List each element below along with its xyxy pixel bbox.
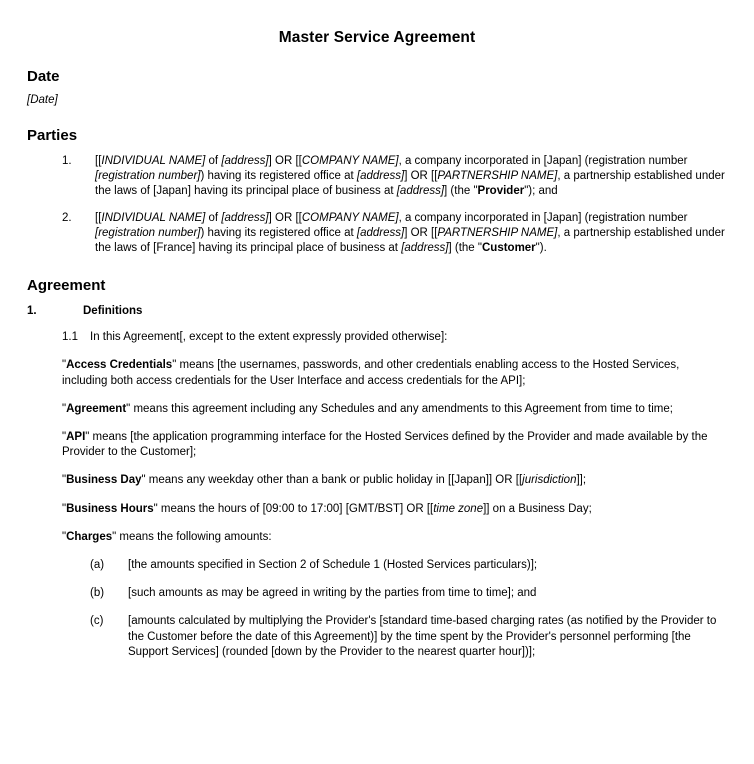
definitions-intro-number: 1.1: [62, 331, 78, 344]
definitions-block: [27, 330, 727, 660]
party-number: 1.: [62, 155, 72, 167]
definitions-intro: [62, 330, 727, 345]
definitions-intro-text: In this Agreement[, except to the extent expressly provided otherwise]:: [90, 331, 448, 344]
definition-business-day: "Business Day" means any weekday other than a bank or public holiday in [[Japan]] OR [[jurisdiction]];: [62, 474, 587, 487]
definition-business-hours: "Business Hours" means the hours of [09:00 to 17:00] [GMT/BST] OR [[time zone]] on a Business Day;: [62, 502, 592, 515]
charges-item-c: [62, 614, 727, 660]
charges-item-text: [amounts calculated by multiplying the Provider's [standard time-based charging rates (as notified by the Provider to the Customer before the date of this Agreement)] by the time spent by the Provider's personnel performing [the Support Services] (rounded [down by the Provider to the nearest quarter hour])];: [128, 615, 717, 658]
definition-charges: "Charges" means the following amounts:: [62, 530, 272, 543]
party-item: [27, 211, 727, 257]
charges-item-text: [the amounts specified in Section 2 of Schedule 1 (Hosted Services particulars)];: [128, 559, 538, 572]
party-number: 2.: [62, 211, 72, 224]
date-value: [Date]: [27, 94, 58, 106]
section-heading-parties: Parties: [27, 127, 78, 144]
section-heading-agreement: Agreement: [27, 277, 106, 295]
definition-access-credentials: "Access Credentials" means [the usernames, passwords, and other credentials enabling access to the Hosted Services, including both access credentials for the User Interface and access credentials for the API];: [62, 359, 680, 387]
clause-heading-definitions: [27, 305, 727, 317]
charges-sub-list: [62, 558, 727, 660]
charges-item-letter: (b): [90, 587, 105, 600]
charges-item-letter: (a): [90, 559, 105, 572]
party-text: [[INDIVIDUAL NAME] of [address]] OR [[COMPANY NAME], a company incorporated in [Japan] (registration number [registration number]) having its registered office at [address]] OR [[PARTNERSHIP NAME], a partnership established under the laws of [Japan] having its principal place of business at [address]] (the "Provider"); and: [95, 155, 725, 198]
definition-api: "API" means [the application programming interface for the Hosted Services defined by the Provider and made available by the Provider to the Customer];: [62, 431, 708, 459]
clause-number: 1.: [27, 305, 37, 318]
definition-agreement: "Agreement" means this agreement including any Schedules and any amendments to this Agreement from time to time;: [62, 402, 673, 415]
charges-item-letter: (c): [90, 615, 104, 628]
charges-item-a: [62, 558, 727, 573]
charges-item-text: [such amounts as may be agreed in writing by the parties from time to time]; and: [128, 587, 537, 600]
page-title: Master Service Agreement: [278, 29, 476, 46]
charges-item-b: [62, 586, 727, 601]
parties-list: [27, 154, 727, 256]
section-heading-date: Date: [27, 68, 60, 85]
clause-title: Definitions: [83, 305, 143, 318]
party-item: [27, 154, 727, 200]
document-page: [0, 29, 754, 764]
party-text: [[INDIVIDUAL NAME] of [address]] OR [[COMPANY NAME], a company incorporated in [Japan] (registration number [registration number]) having its registered office at [address]] OR [[PARTNERSHIP NAME], a partnership established under the laws of [France] having its principal place of business at [address]] (the "Customer").: [95, 211, 725, 255]
